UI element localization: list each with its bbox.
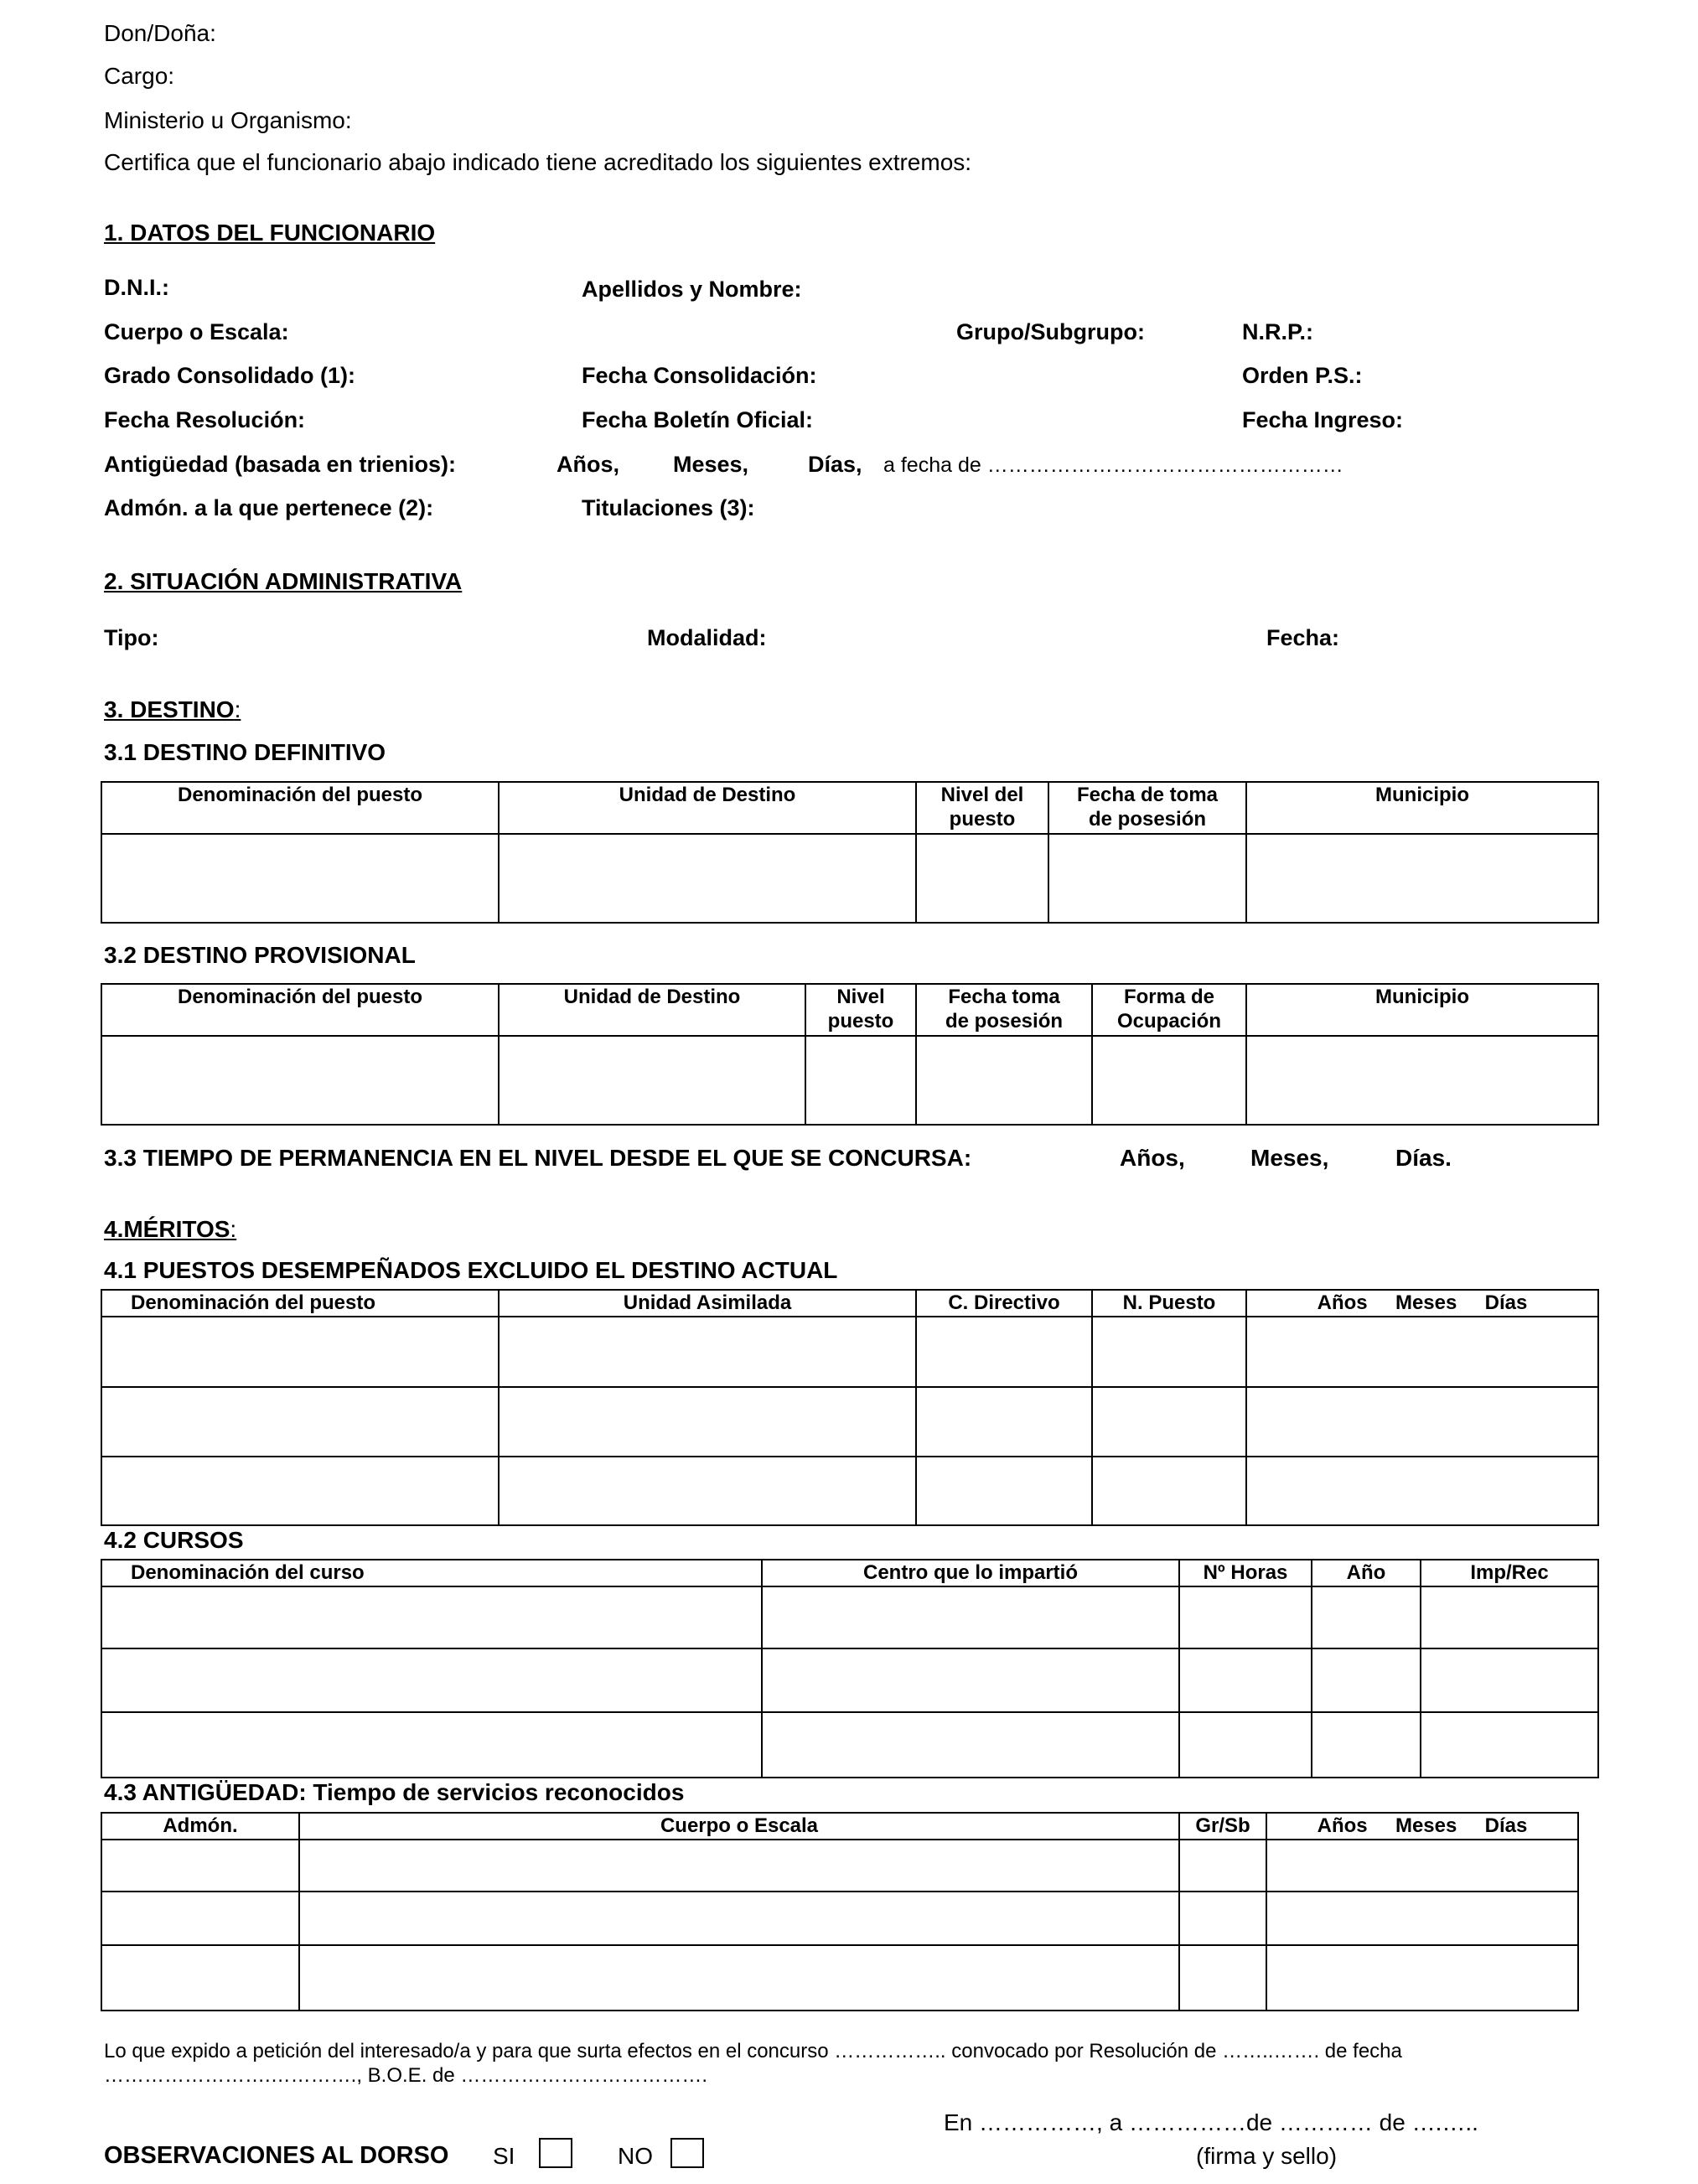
table-row (101, 1840, 1578, 1892)
cell-input[interactable] (1092, 1457, 1246, 1525)
cell-input[interactable] (1266, 1840, 1578, 1892)
table-row (101, 1712, 1598, 1778)
col-forma-ocupacion: Forma de Ocupación (1092, 984, 1246, 1036)
en-fecha-line: En ……………, a ……………de ………… de ….….. (944, 2109, 1478, 2135)
antiguedad-dias: Días, (808, 452, 862, 477)
puestos-table (101, 1289, 1599, 1526)
a-fecha-de: a fecha de …………………………………………… (883, 453, 1343, 477)
table-row (101, 1317, 1598, 1387)
firma-sello-label: (firma y sello) (1196, 2143, 1338, 2169)
cell-input[interactable] (1266, 1892, 1578, 1945)
cuerpo-label: Cuerpo o Escala: (104, 319, 289, 344)
col-fecha-toma: Fecha de toma de posesión (1048, 782, 1246, 834)
fecha-resolucion-label: Fecha Resolución: (104, 407, 306, 432)
col-denominacion-curso: Denominación del curso (101, 1560, 762, 1586)
antiguedad-meses: Meses, (673, 452, 749, 477)
cell-input[interactable] (499, 1317, 916, 1387)
col-ano: Año (1312, 1560, 1421, 1586)
si-checkbox[interactable] (539, 2138, 572, 2168)
cell-input[interactable] (101, 1457, 499, 1525)
col-cuerpo-escala: Cuerpo o Escala (299, 1813, 1179, 1840)
expido-line-2: …………………….…………., B.O.E. de ………………………………. (104, 2064, 708, 2087)
antiguedad-label: Antigüedad (basada en trienios): (104, 452, 457, 477)
antiguedad-anos: Años, (557, 452, 620, 477)
cursos-table (101, 1559, 1599, 1778)
cell-input[interactable] (1421, 1586, 1598, 1648)
cell-input[interactable] (101, 1036, 499, 1125)
cell-input[interactable] (805, 1036, 916, 1125)
col-n-puesto: N. Puesto (1092, 1290, 1246, 1317)
cell-input[interactable] (1092, 1317, 1246, 1387)
cell-input[interactable] (1179, 1648, 1312, 1712)
col-centro: Centro que lo impartió (762, 1560, 1179, 1586)
tipo-label: Tipo: (104, 625, 159, 650)
cell-input[interactable] (1266, 1945, 1578, 2011)
cell-input[interactable] (1421, 1712, 1598, 1778)
cell-input[interactable] (762, 1586, 1179, 1648)
cell-input[interactable] (1246, 1387, 1598, 1457)
certifica-text: Certifica que el funcionario abajo indicado tiene acreditado los siguientes extremos: (104, 149, 972, 175)
cell-input[interactable] (916, 834, 1048, 923)
tiempo-permanencia-label: 3.3 TIEMPO DE PERMANENCIA EN EL NIVEL DESDE EL QUE SE CONCURSA: (104, 1145, 972, 1171)
fecha-label: Fecha: (1266, 625, 1340, 650)
table-row (101, 1457, 1598, 1525)
cell-input[interactable] (1312, 1586, 1421, 1648)
table-row (101, 1387, 1598, 1457)
fecha-boletin-label: Fecha Boletín Oficial: (582, 407, 814, 432)
col-imp-rec: Imp/Rec (1421, 1560, 1598, 1586)
cell-input[interactable] (762, 1712, 1179, 1778)
cell-input[interactable] (916, 1457, 1092, 1525)
col-gr-sb: Gr/Sb (1179, 1813, 1266, 1840)
col-denominacion: Denominación del puesto (101, 1290, 499, 1317)
dni-label: D.N.I.: (104, 275, 169, 300)
cell-input[interactable] (1246, 834, 1598, 923)
permanencia-dias: Días. (1395, 1145, 1452, 1171)
grupo-label: Grupo/Subgrupo: (956, 319, 1145, 344)
col-anos-meses-dias: Años Meses Días (1246, 1290, 1598, 1317)
destino-definitivo-table (101, 781, 1599, 924)
col-unidad: Unidad de Destino (499, 782, 916, 834)
cell-input[interactable] (499, 1387, 916, 1457)
permanencia-meses: Meses, (1250, 1145, 1329, 1171)
nrp-label: N.R.P.: (1242, 319, 1314, 344)
don-label: Don/Doña: (104, 20, 216, 46)
cell-input[interactable] (101, 1892, 299, 1945)
col-municipio: Municipio (1246, 782, 1598, 834)
cell-input[interactable] (1179, 1712, 1312, 1778)
orden-ps-label: Orden P.S.: (1242, 363, 1363, 388)
permanencia-anos: Años, (1120, 1145, 1185, 1171)
section-1-title: 1. DATOS DEL FUNCIONARIO (104, 220, 436, 246)
cell-input[interactable] (1312, 1648, 1421, 1712)
cell-input[interactable] (101, 1648, 762, 1712)
cell-input[interactable] (499, 834, 916, 923)
col-unidad: Unidad de Destino (499, 984, 805, 1036)
col-nivel: Nivel puesto (805, 984, 916, 1036)
observaciones-label: OBSERVACIONES AL DORSO (104, 2142, 449, 2169)
cell-input[interactable] (101, 1586, 762, 1648)
table-row (101, 1036, 1598, 1125)
cell-input[interactable] (916, 1036, 1092, 1125)
cell-input[interactable] (101, 834, 499, 923)
antiguedad-servicios-title: 4.3 ANTIGÜEDAD: Tiempo de servicios reconocidos (104, 1779, 685, 1805)
cell-input[interactable] (101, 1387, 499, 1457)
cell-input[interactable] (1179, 1840, 1266, 1892)
cell-input[interactable] (762, 1648, 1179, 1712)
table-row (101, 1945, 1578, 2011)
col-horas: Nº Horas (1179, 1560, 1312, 1586)
cell-input[interactable] (1179, 1892, 1266, 1945)
cell-input[interactable] (916, 1387, 1092, 1457)
col-admon: Admón. (101, 1813, 299, 1840)
col-c-directivo: C. Directivo (916, 1290, 1092, 1317)
ministerio-label: Ministerio u Organismo: (104, 107, 352, 133)
destino-definitivo-title: 3.1 DESTINO DEFINITIVO (104, 739, 386, 765)
destino-provisional-table (101, 983, 1599, 1126)
col-anos-meses-dias: Años Meses Días (1266, 1813, 1578, 1840)
cell-input[interactable] (499, 1457, 916, 1525)
cell-input[interactable] (101, 1317, 499, 1387)
cell-input[interactable] (1048, 834, 1246, 923)
cell-input[interactable] (101, 1945, 299, 2011)
table-row (101, 1648, 1598, 1712)
cell-input[interactable] (1179, 1586, 1312, 1648)
col-nivel: Nivel del puesto (916, 782, 1048, 834)
no-checkbox[interactable] (670, 2138, 704, 2168)
cell-input[interactable] (299, 1945, 1179, 2011)
cell-input[interactable] (916, 1317, 1092, 1387)
cell-input[interactable] (1092, 1036, 1246, 1125)
modalidad-label: Modalidad: (647, 625, 767, 650)
section-2-title: 2. SITUACIÓN ADMINISTRATIVA (104, 568, 463, 594)
cell-input[interactable] (101, 1840, 299, 1892)
titulaciones-label: Titulaciones (3): (582, 495, 755, 520)
expido-line-1: Lo que expido a petición del interesado/a y para que surta efectos en el concurso …………….. convocado por Resolución de ……..……. de fecha (104, 2040, 1402, 2062)
grado-label: Grado Consolidado (1): (104, 363, 355, 388)
antiguedad-table (101, 1812, 1579, 2011)
col-fecha-toma: Fecha toma de posesión (916, 984, 1092, 1036)
cell-input[interactable] (1312, 1712, 1421, 1778)
cell-input[interactable] (299, 1840, 1179, 1892)
col-denominacion: Denominación del puesto (101, 984, 499, 1036)
cell-input[interactable] (1246, 1457, 1598, 1525)
no-label: NO (618, 2143, 653, 2169)
section-4-title: 4.MÉRITOS: (104, 1216, 237, 1242)
cell-input[interactable] (1092, 1387, 1246, 1457)
cell-input[interactable] (499, 1036, 805, 1125)
table-row (101, 834, 1598, 923)
cell-input[interactable] (1246, 1317, 1598, 1387)
cargo-label: Cargo: (104, 63, 175, 89)
cell-input[interactable] (299, 1892, 1179, 1945)
col-unidad-asimilada: Unidad Asimilada (499, 1290, 916, 1317)
table-row (101, 1892, 1578, 1945)
apellidos-label: Apellidos y Nombre: (582, 277, 802, 302)
table-row (101, 1586, 1598, 1648)
cell-input[interactable] (101, 1712, 762, 1778)
fecha-consolidacion-label: Fecha Consolidación: (582, 363, 817, 388)
cursos-title: 4.2 CURSOS (104, 1527, 244, 1553)
si-label: SI (493, 2143, 515, 2169)
col-denominacion: Denominación del puesto (101, 782, 499, 834)
cell-input[interactable] (1179, 1945, 1266, 2011)
col-municipio: Municipio (1246, 984, 1598, 1036)
admon-label: Admón. a la que pertenece (2): (104, 495, 434, 520)
cell-input[interactable] (1421, 1648, 1598, 1712)
cell-input[interactable] (1246, 1036, 1598, 1125)
puestos-desempenados-title: 4.1 PUESTOS DESEMPEÑADOS EXCLUIDO EL DESTINO ACTUAL (104, 1257, 838, 1283)
section-3-title: 3. DESTINO: (104, 696, 241, 722)
destino-provisional-title: 3.2 DESTINO PROVISIONAL (104, 942, 416, 968)
fecha-ingreso-label: Fecha Ingreso: (1242, 407, 1404, 432)
